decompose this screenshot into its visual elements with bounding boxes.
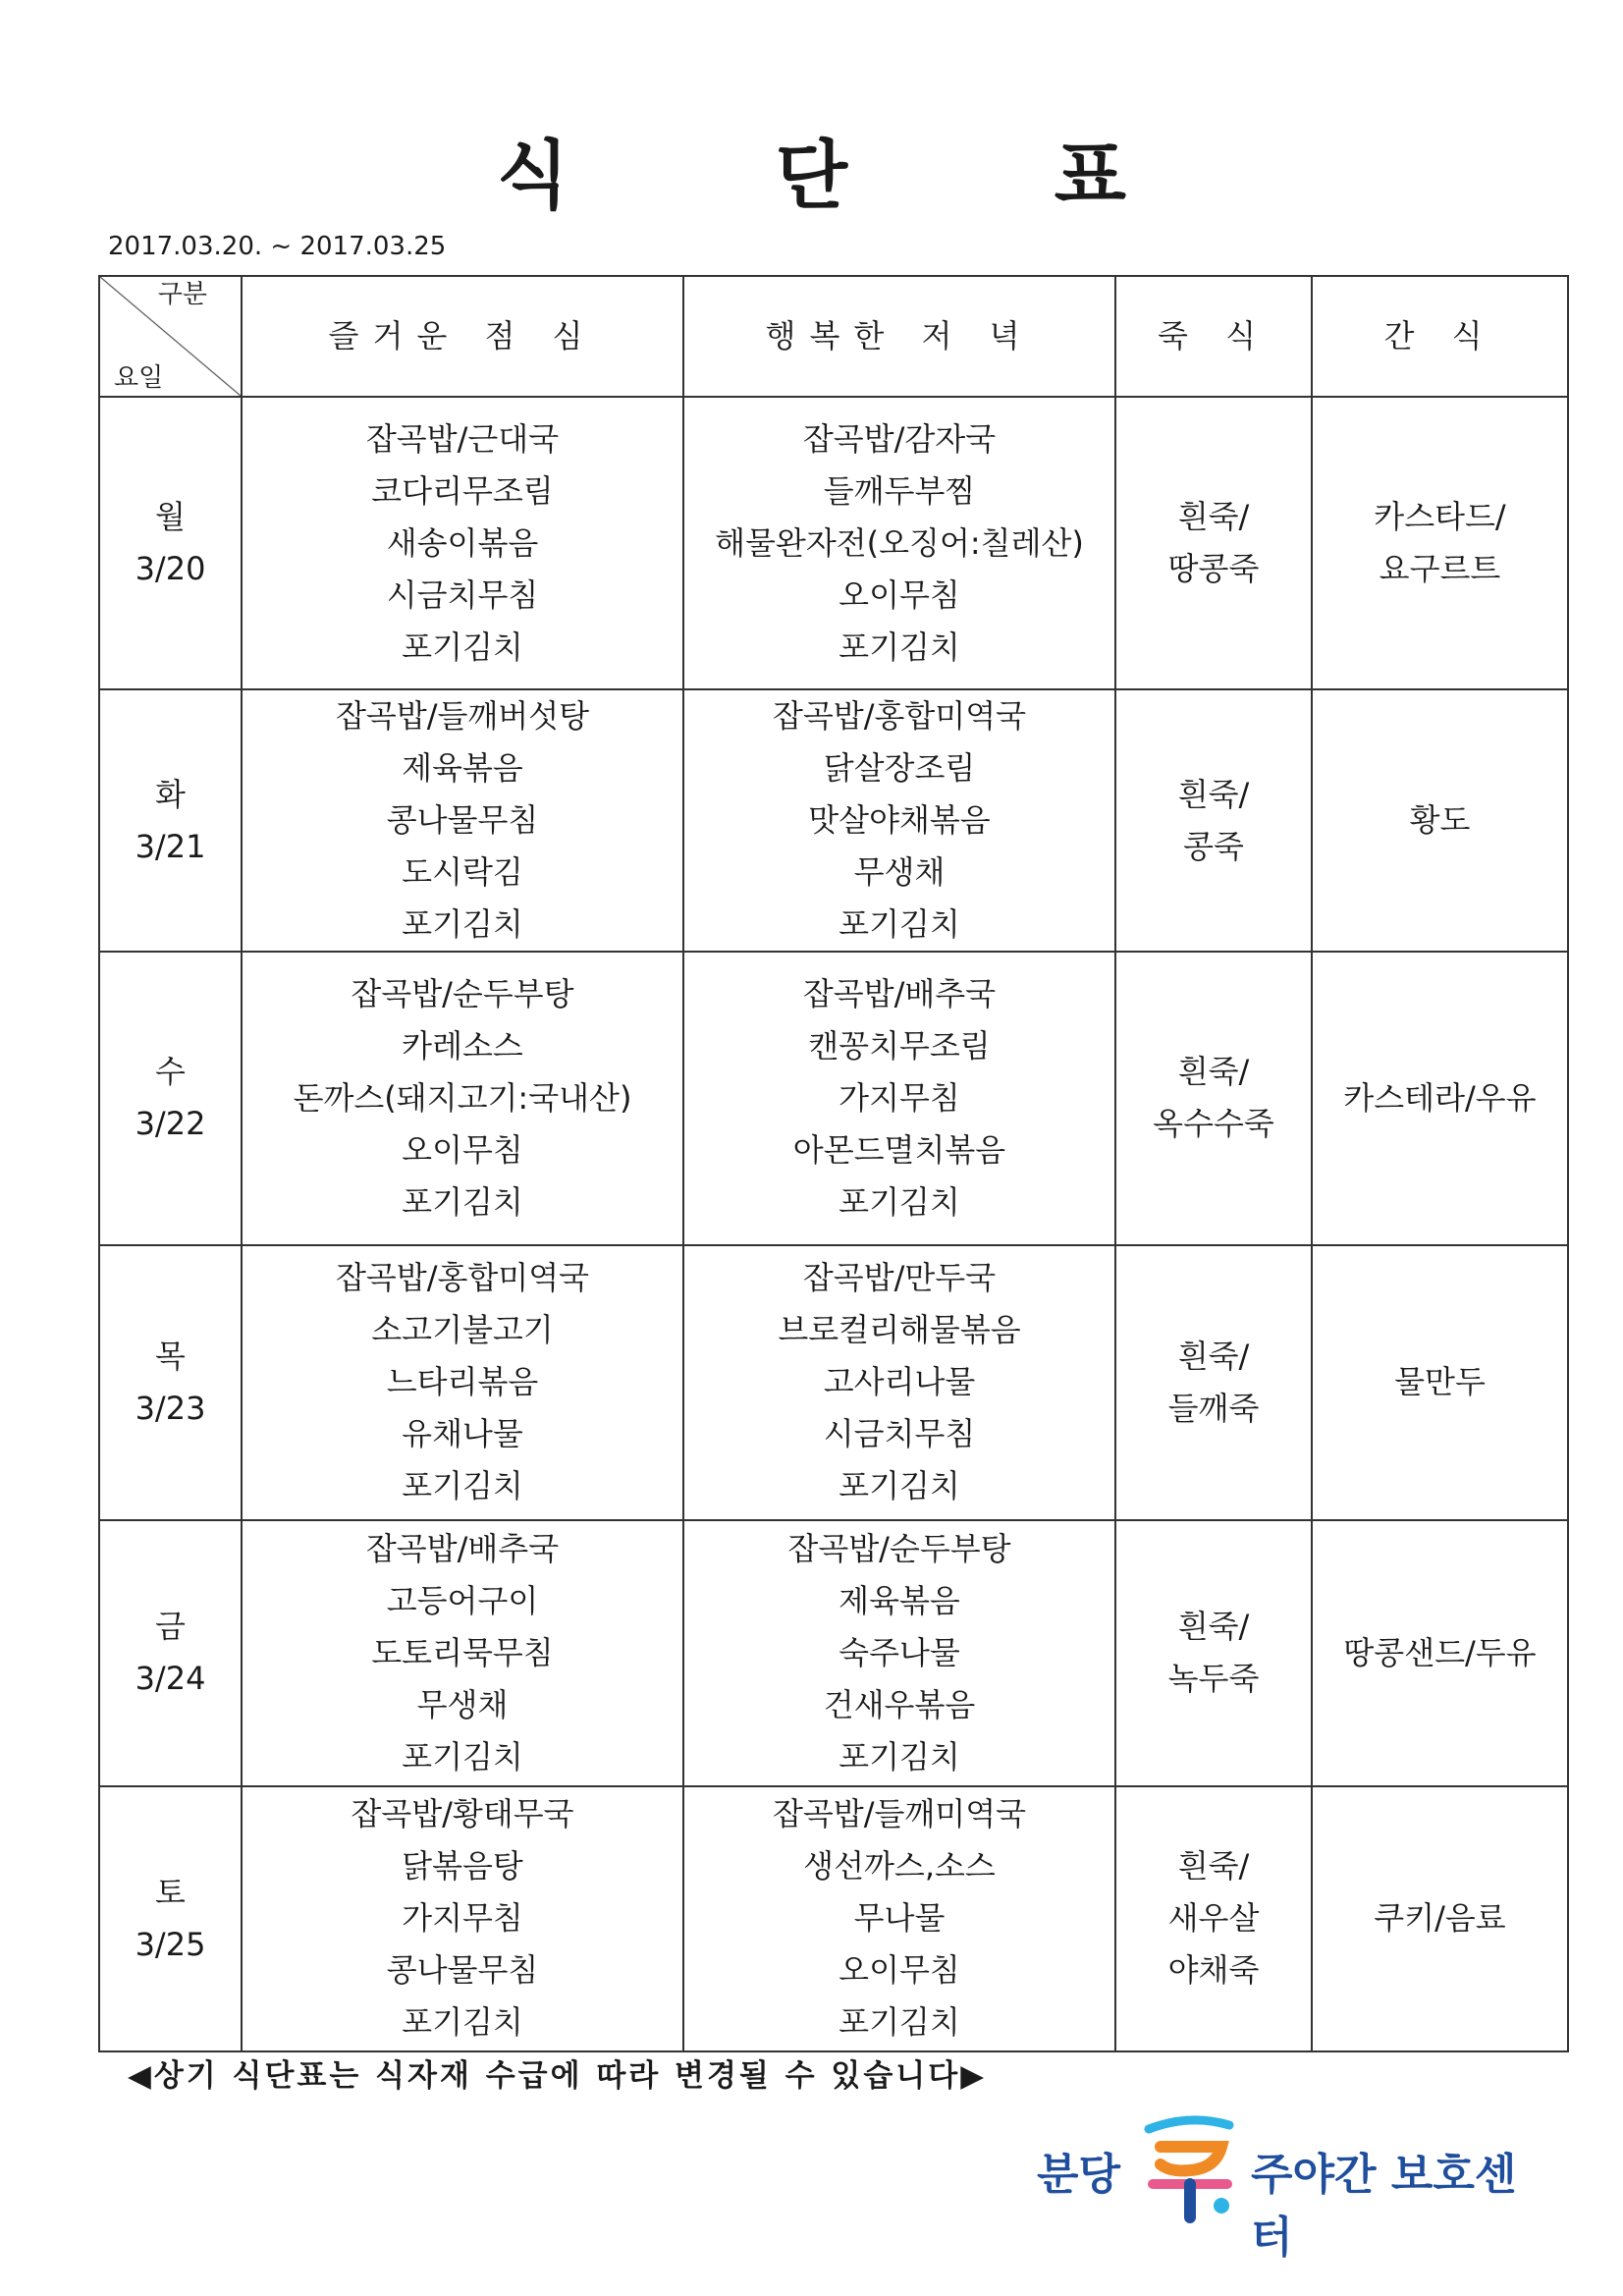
weekday-name: 월	[155, 498, 186, 536]
menu-item: 제육볶음	[839, 1581, 960, 1619]
menu-period: 2017.03.20. ~ 2017.03.25	[108, 232, 447, 261]
menu-item: 콩나물무침	[386, 1951, 539, 1990]
menu-item: 잡곡밥/순두부탕	[351, 974, 574, 1012]
logo-text-right: 주야간 보호센터	[1251, 2150, 1517, 2263]
menu-item: 포기김치	[402, 1182, 523, 1221]
menu-item: 가지무침	[839, 1078, 960, 1117]
menu-item: 새우살	[1167, 1899, 1260, 1938]
menu-item: 옥수수죽	[1153, 1105, 1274, 1143]
dinner-header: 행복한 저 녁	[683, 276, 1115, 397]
menu-item: 고등어구이	[386, 1581, 539, 1619]
weekday-name: 목	[155, 1337, 186, 1375]
menu-item: 무생채	[416, 1685, 509, 1723]
snack-header: 간 식	[1312, 276, 1568, 397]
menu-item: 캔꽁치무조림	[808, 1026, 991, 1065]
weekday-label: 요일	[114, 363, 164, 394]
dinner-cell	[683, 397, 1115, 689]
lunch-header: 즐거운 점 심	[242, 276, 683, 397]
menu-item: 포기김치	[839, 1737, 960, 1776]
menu-item: 녹두죽	[1167, 1660, 1260, 1698]
logo-text-left: 분당	[1037, 2150, 1121, 2200]
dinner-cell	[683, 1245, 1115, 1520]
menu-item: 생선까스,소스	[803, 1847, 996, 1886]
menu-item: 포기김치	[839, 1182, 960, 1221]
menu-item: 고사리나물	[823, 1363, 976, 1401]
day-row	[99, 952, 1568, 1244]
menu-item: 시금치무침	[823, 1415, 976, 1453]
weekday-name: 화	[155, 775, 186, 813]
day-date: 3/22	[135, 1105, 206, 1143]
snack-cell	[1312, 397, 1568, 689]
menu-item: 흰죽/	[1177, 1053, 1250, 1091]
porridge-header: 죽 식	[1115, 276, 1312, 397]
page-title: 식 단 표	[496, 132, 1217, 219]
menu-item: 포기김치	[839, 628, 960, 666]
menu-item: 닭볶음탕	[402, 1847, 523, 1886]
lunch-cell	[242, 1245, 683, 1520]
day-cell	[99, 689, 242, 952]
menu-item: 시금치무침	[386, 575, 539, 614]
menu-item: 오이무침	[839, 575, 960, 614]
porridge-cell	[1115, 1245, 1312, 1520]
menu-item: 도토리묵무침	[371, 1633, 554, 1671]
day-date: 3/21	[135, 827, 206, 865]
lunch-cell	[242, 1786, 683, 2051]
menu-item: 무나물	[853, 1899, 946, 1938]
snack-cell	[1312, 952, 1568, 1244]
center-logo-mark-icon	[1131, 2107, 1249, 2225]
weekday-name: 금	[155, 1608, 186, 1646]
menu-item: 콩죽	[1183, 827, 1244, 865]
dinner-cell	[683, 689, 1115, 952]
menu-item: 오이무침	[839, 1951, 960, 1990]
corner-header-cell	[99, 276, 242, 397]
dinner-cell	[683, 952, 1115, 1244]
menu-item: 소고기불고기	[371, 1311, 554, 1349]
day-row	[99, 397, 1568, 689]
menu-item: 잡곡밥/들깨미역국	[772, 1795, 1027, 1833]
porridge-cell	[1115, 1520, 1312, 1786]
day-cell	[99, 1520, 242, 1786]
day-cell	[99, 1245, 242, 1520]
center-logo	[1037, 2107, 1547, 2263]
menu-item: 땅콩죽	[1167, 550, 1260, 588]
menu-item: 포기김치	[839, 2003, 960, 2042]
menu-item: 맛살야채볶음	[808, 801, 991, 840]
menu-item: 포기김치	[402, 628, 523, 666]
day-date: 3/24	[135, 1660, 206, 1698]
menu-item: 잡곡밥/황태무국	[351, 1795, 574, 1833]
menu-item: 잡곡밥/배추국	[365, 1529, 560, 1567]
menu-item: 흰죽/	[1177, 775, 1250, 813]
header-row	[99, 276, 1568, 397]
menu-item: 카스타드/	[1374, 498, 1506, 536]
menu-item: 들깨두부찜	[823, 471, 976, 510]
porridge-cell	[1115, 1786, 1312, 2051]
menu-item: 콩나물무침	[386, 801, 539, 840]
snack-cell	[1312, 1245, 1568, 1520]
day-date: 3/20	[135, 550, 206, 588]
menu-item: 아몬드멸치볶음	[792, 1130, 1006, 1169]
menu-item: 잡곡밥/만두국	[802, 1259, 997, 1297]
menu-item: 들깨죽	[1167, 1389, 1260, 1427]
day-cell	[99, 397, 242, 689]
menu-item: 카스테라/우유	[1343, 1078, 1537, 1117]
menu-item: 해물완자전(오징어:칠레산)	[715, 523, 1084, 562]
menu-item: 물만두	[1394, 1363, 1486, 1401]
dinner-cell	[683, 1786, 1115, 2051]
menu-item: 잡곡밥/근대국	[365, 419, 560, 458]
menu-item: 잡곡밥/들깨버섯탕	[335, 697, 590, 736]
menu-item: 포기김치	[402, 1467, 523, 1505]
menu-item: 도시락김	[402, 853, 523, 892]
menu-item: 요구르트	[1379, 550, 1501, 588]
lunch-cell	[242, 1520, 683, 1786]
day-date: 3/25	[135, 1925, 206, 1963]
day-date: 3/23	[135, 1389, 206, 1427]
menu-item: 포기김치	[839, 1467, 960, 1505]
snack-cell	[1312, 689, 1568, 952]
lunch-cell	[242, 689, 683, 952]
porridge-cell	[1115, 952, 1312, 1244]
menu-item: 건새우볶음	[823, 1685, 976, 1723]
category-label: 구분	[157, 280, 207, 309]
weekday-name: 수	[155, 1053, 186, 1091]
menu-item: 새송이볶음	[386, 523, 539, 562]
menu-item: 잡곡밥/배추국	[802, 974, 997, 1012]
menu-item: 닭살장조림	[823, 749, 976, 788]
menu-item: 황도	[1409, 801, 1471, 840]
menu-item: 잡곡밥/홍합미역국	[335, 1259, 590, 1297]
menu-item: 쿠키/음료	[1374, 1899, 1506, 1938]
weekday-name: 토	[155, 1873, 186, 1911]
menu-item: 숙주나물	[839, 1633, 960, 1671]
lunch-cell	[242, 397, 683, 689]
lunch-cell	[242, 952, 683, 1244]
day-row	[99, 1520, 1568, 1786]
dinner-cell	[683, 1520, 1115, 1786]
day-cell	[99, 1786, 242, 2051]
menu-item: 브로컬리해물볶음	[778, 1311, 1021, 1349]
menu-item: 흰죽/	[1177, 1847, 1250, 1886]
menu-item: 가지무침	[402, 1899, 523, 1938]
day-row	[99, 689, 1568, 952]
weekly-menu-table	[98, 275, 1569, 2052]
menu-item: 잡곡밥/홍합미역국	[772, 697, 1027, 736]
menu-item: 포기김치	[402, 2003, 523, 2042]
day-cell	[99, 952, 242, 1244]
menu-item: 코다리무조림	[371, 471, 554, 510]
menu-item: 포기김치	[839, 905, 960, 944]
menu-item: 흰죽/	[1177, 1608, 1250, 1646]
menu-item: 잡곡밥/감자국	[802, 419, 997, 458]
day-row	[99, 1245, 1568, 1520]
menu-item: 흰죽/	[1177, 1337, 1250, 1375]
menu-item: 포기김치	[402, 905, 523, 944]
day-row	[99, 1786, 1568, 2051]
menu-item: 무생채	[853, 853, 946, 892]
menu-item: 제육볶음	[402, 749, 523, 788]
menu-item: 잡곡밥/순두부탕	[787, 1529, 1011, 1567]
porridge-cell	[1115, 397, 1312, 689]
change-notice: ◀상기 식단표는 식자재 수급에 따라 변경될 수 있습니다▶	[128, 2058, 988, 2094]
menu-item: 유채나물	[402, 1415, 523, 1453]
menu-item: 카레소스	[402, 1026, 523, 1065]
menu-item: 흰죽/	[1177, 498, 1250, 536]
menu-item: 포기김치	[402, 1737, 523, 1776]
porridge-cell	[1115, 689, 1312, 952]
menu-item: 땅콩샌드/두유	[1343, 1633, 1537, 1671]
menu-item: 느타리볶음	[386, 1363, 539, 1401]
snack-cell	[1312, 1520, 1568, 1786]
menu-item: 오이무침	[402, 1130, 523, 1169]
menu-item: 돈까스(돼지고기:국내산)	[293, 1078, 632, 1117]
menu-item: 야채죽	[1167, 1951, 1260, 1990]
snack-cell	[1312, 1786, 1568, 2051]
